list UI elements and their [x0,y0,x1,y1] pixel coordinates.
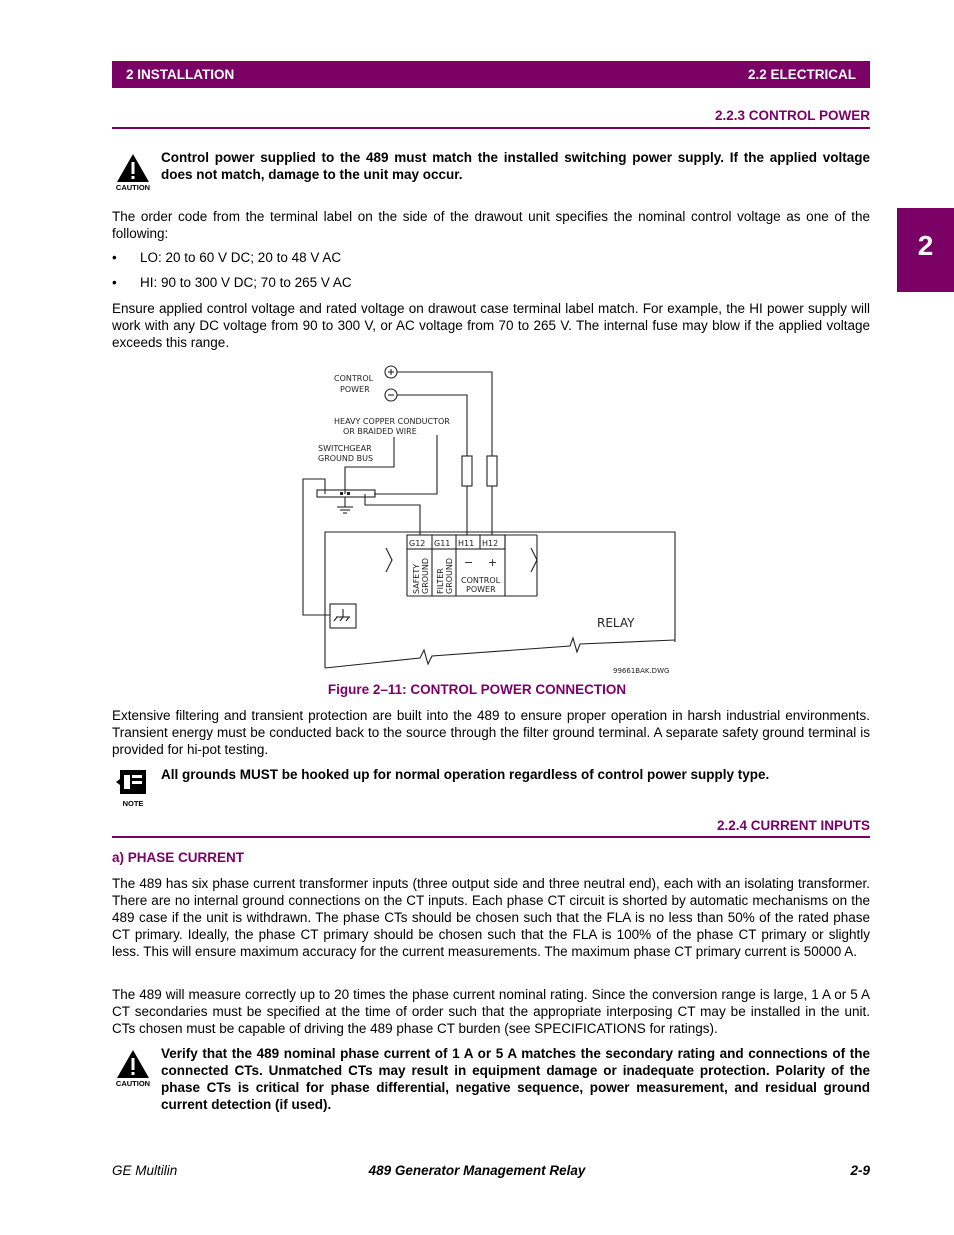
footer-company: GE Multilin [112,1163,178,1178]
control-power-label-2: POWER [466,585,496,594]
note-text: All grounds MUST be hooked up for normal operation regardless of control power supply type. [161,767,770,782]
minus-sign: − [464,556,474,569]
plus-sign: + [488,556,498,569]
bullet-mark: • [112,275,117,290]
caution-text: Control power supplied to the 489 must match the installed switching power supply. If the applied voltage does not match, damage to the unit may occur. [161,150,870,182]
terminal-h11: H11 [458,539,475,548]
filter-ground-label-2: GROUND [445,557,454,594]
chapter-tab-number: 2 [917,230,934,261]
drawing-number: 99661BAK.DWG [613,667,670,675]
footer-page-number: 2-9 [850,1163,870,1178]
filter-ground-label-1: FILTER [436,568,445,594]
section-title-control-power: 2.2.3 CONTROL POWER [714,108,870,123]
paragraph: The 489 has six phase current transformer inputs (three output side and three neutral end), each with an isolating transformer. There are no internal ground connections on the CT inputs. Each phase CT circuit is shorted by automatic mechanisms on the 489 case if the unit is withdrawn. The phase CTs should be chosen such that the FLA is no less than 50% of the rated phase CT primary. Ideally, the phase CT primary should be chosen such that the FLA is 100% of the phase CT primary or slightly less. This will ensure maximum accuracy for the current measurements. The maximum phase CT primary current is 50000 A. [112,876,870,959]
paragraph: Ensure applied control voltage and rated voltage on drawout case terminal label match. For example, the HI power supply will work with any DC voltage from 90 to 300 V, or AC voltage from 70 to 265 V. The internal fuse may blow if the applied voltage exceeds this range. [112,301,870,350]
caution-icon [110,1048,156,1094]
caution-icon-label: CAUTION [115,1079,151,1088]
paragraph: Extensive filtering and transient protection are built into the 489 to ensure proper operation in harsh industrial environments. Transient energy must be conducted back to the source through the filter ground terminal. A separate safety ground terminal is provided for hi-pot testing. [112,708,870,757]
control-power-label-1: CONTROL [461,576,501,585]
diagram-label-heavy-copper: HEAVY COPPER CONDUCTOR [334,417,450,426]
bullet-mark: • [112,250,117,265]
bullet-text: HI: 90 to 300 V DC; 70 to 265 V AC [140,275,352,290]
terminal-g11: G11 [434,539,451,548]
terminal-g12: G12 [409,539,426,548]
note-icon [110,767,156,813]
diagram-label-control: CONTROL [334,374,374,383]
diagram-label-ground-bus: GROUND BUS [318,454,374,463]
paragraph: The order code from the terminal label on the side of the drawout unit specifies the nominal control voltage as one of the following: [112,209,870,241]
caution-text: Verify that the 489 nominal phase current of 1 A or 5 A matches the secondary rating and connections of the connected CTs. Unmatched CTs may result in equipment damage or inadequate protection. Polarity of the phase CTs is critical for phase differential, negative sequence, power measurement, and residual ground current detection (if used). [161,1046,870,1112]
footer-title: 489 Generator Management Relay [368,1163,586,1178]
terminal-h12: H12 [482,539,499,548]
section-title-current-inputs: 2.2.4 CURRENT INPUTS [716,818,870,833]
caution-icon-label: CAUTION [115,183,151,192]
diagram-label-switchgear: SWITCHGEAR [318,444,372,453]
relay-label: RELAY [597,616,635,630]
figure-caption: Figure 2–11: CONTROL POWER CONNECTION [327,682,627,697]
diagram-label-power: POWER [340,385,370,394]
bullet-text: LO: 20 to 60 V DC; 20 to 48 V AC [140,250,342,265]
header-chapter: 2 INSTALLATION [126,67,235,82]
note-icon-label: NOTE [122,799,144,808]
section-rule [112,836,870,838]
subheading-phase-current: a) PHASE CURRENT [112,850,245,865]
safety-ground-label-2: GROUND [421,557,430,594]
header-section: 2.2 ELECTRICAL [747,67,856,82]
paragraph: The 489 will measure correctly up to 20 times the phase current nominal rating. Since the conversion range is large, 1 A or 5 A CT secondaries must be specified at the time of order such that the appropriate interposing CT may be installed in the unit. CTs chosen must be capable of driving the 489 phase CT burden (see SPECIFICATIONS for ratings). [112,987,870,1036]
diagram-label-braided: OR BRAIDED WIRE [343,427,417,436]
safety-ground-label-1: SAFETY [412,563,421,594]
